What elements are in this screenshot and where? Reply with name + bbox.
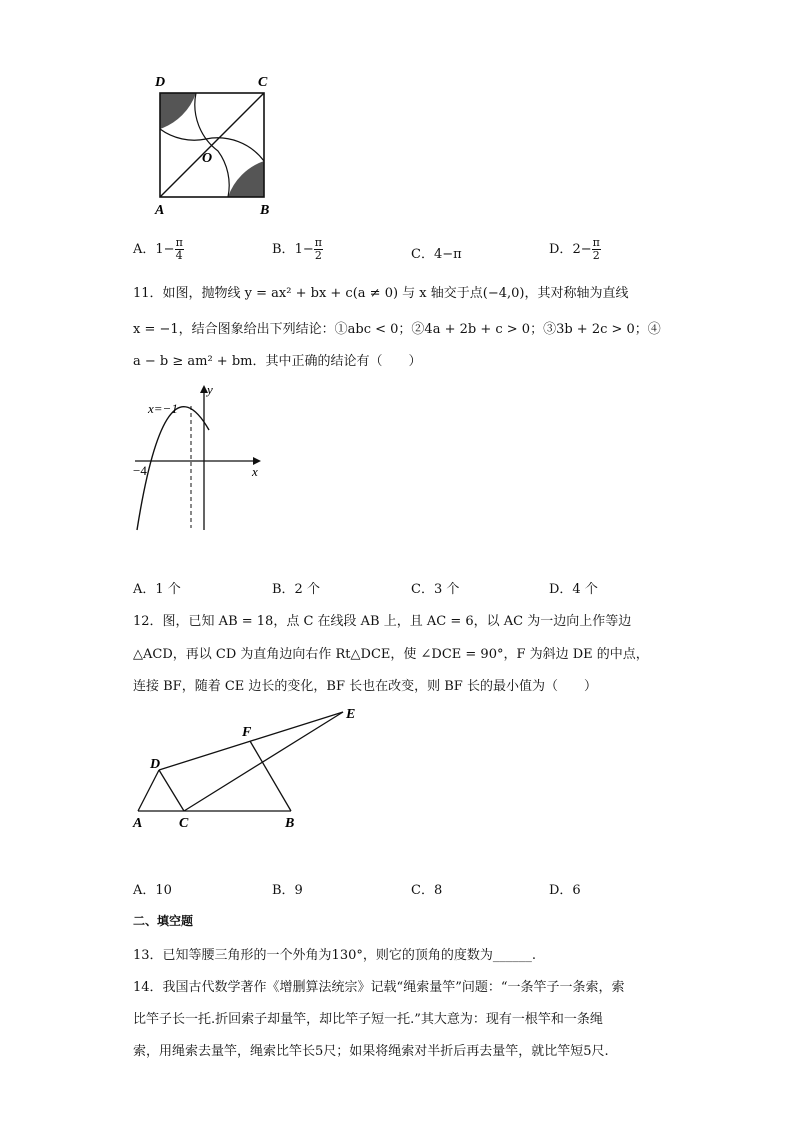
q12-option-c: C．8 bbox=[411, 883, 443, 898]
q11-option-d: D．4 个 bbox=[549, 582, 598, 597]
parabola-figure bbox=[125, 378, 275, 538]
q11-option-b: B．2 个 bbox=[272, 582, 320, 597]
tick-label-minus-4: −4 bbox=[133, 463, 147, 478]
segment-ad bbox=[138, 770, 159, 811]
label-d: D bbox=[150, 757, 161, 772]
q12-option-d: D．6 bbox=[549, 883, 581, 898]
label-c: C bbox=[179, 816, 189, 831]
section-title: 二、填空题 bbox=[133, 914, 194, 928]
y-axis-label: y bbox=[207, 382, 213, 397]
q13-line: 13．已知等腰三角形的一个外角为130°，则它的顶角的度数为______. bbox=[133, 948, 536, 963]
segment-fb bbox=[250, 741, 291, 811]
label-a: A bbox=[133, 816, 143, 831]
label-c: C bbox=[258, 75, 268, 90]
label-e: E bbox=[346, 707, 356, 722]
symmetry-axis-label: x=−1 bbox=[148, 401, 178, 416]
q10-option-a: A．1− $\frac{\pi}{4}$ bbox=[133, 236, 183, 262]
label-f: F bbox=[242, 725, 252, 740]
segment-dc bbox=[159, 770, 184, 811]
q10-option-c: C．4−π bbox=[411, 247, 462, 262]
q12-option-b: B．9 bbox=[272, 883, 303, 898]
q12-line-1: 12．图，已知 AB = 18，点 C 在线段 AB 上，且 AC = 6，以 AC 为一边向上作等边 bbox=[133, 614, 632, 629]
triangle-figure bbox=[128, 700, 368, 835]
label-b: B bbox=[285, 816, 295, 831]
label-b: B bbox=[260, 203, 270, 218]
q10-option-d: D．2− $\frac{\pi}{2}$ bbox=[549, 236, 600, 262]
q10-option-b: B．1− $\frac{\pi}{2}$ bbox=[272, 236, 322, 262]
q14-line-1: 14．我国古代数学著作《增删算法统宗》记载“绳索量竿”问题：“一条竿子一条索，索 bbox=[133, 980, 625, 995]
q11-line-3: a − b ≥ am² + bm．其中正确的结论有（ ） bbox=[133, 354, 422, 369]
q14-line-3: 索，用绳索去量竿，绳索比竿长5尺；如果将绳索对半折后再去量竿，就比竿短5尺. bbox=[133, 1044, 609, 1059]
x-axis-label: x bbox=[252, 464, 258, 479]
segment-de bbox=[159, 712, 343, 770]
fraction: $\frac{\pi}{2}$ bbox=[314, 236, 322, 262]
label-o: O bbox=[202, 151, 213, 166]
fraction: $\frac{\pi}{2}$ bbox=[592, 236, 600, 262]
q11-line-2: x = −1，结合图象给出下列结论：①abc < 0；②4a + 2b + c > 0；③3b + 2c > 0；④ bbox=[133, 322, 661, 337]
q12-line-3: 连接 BF，随着 CE 边长的变化，BF 长也在改变，则 BF 长的最小值为（ ） bbox=[133, 679, 597, 694]
q11-option-c: C．3 个 bbox=[411, 582, 460, 597]
q14-line-2: 比竿子长一托.折回索子却量竿，却比竿子短一托.”其大意为：现有一根竿和一条绳 bbox=[133, 1012, 603, 1027]
square-figure bbox=[150, 70, 280, 220]
segment-ce bbox=[184, 712, 343, 811]
q12-line-2: △ACD，再以 CD 为直角边向右作 Rt△DCE，使 ∠DCE = 90°，F 为斜边 DE 的中点， bbox=[133, 647, 649, 662]
q11-option-a: A．1 个 bbox=[133, 582, 181, 597]
label-a: A bbox=[155, 203, 165, 218]
fraction: $\frac{\pi}{4}$ bbox=[175, 236, 183, 262]
label-d: D bbox=[155, 75, 166, 90]
q11-line-1: 11．如图，抛物线 y = ax² + bx + c(a ≠ 0) 与 x 轴交于点(−4,0)，其对称轴为直线 bbox=[133, 286, 629, 301]
parabola-curve bbox=[137, 407, 209, 530]
q12-option-a: A．10 bbox=[133, 883, 172, 898]
shaded-region-bottom-right bbox=[228, 161, 264, 197]
shaded-region-top-left bbox=[160, 93, 196, 129]
